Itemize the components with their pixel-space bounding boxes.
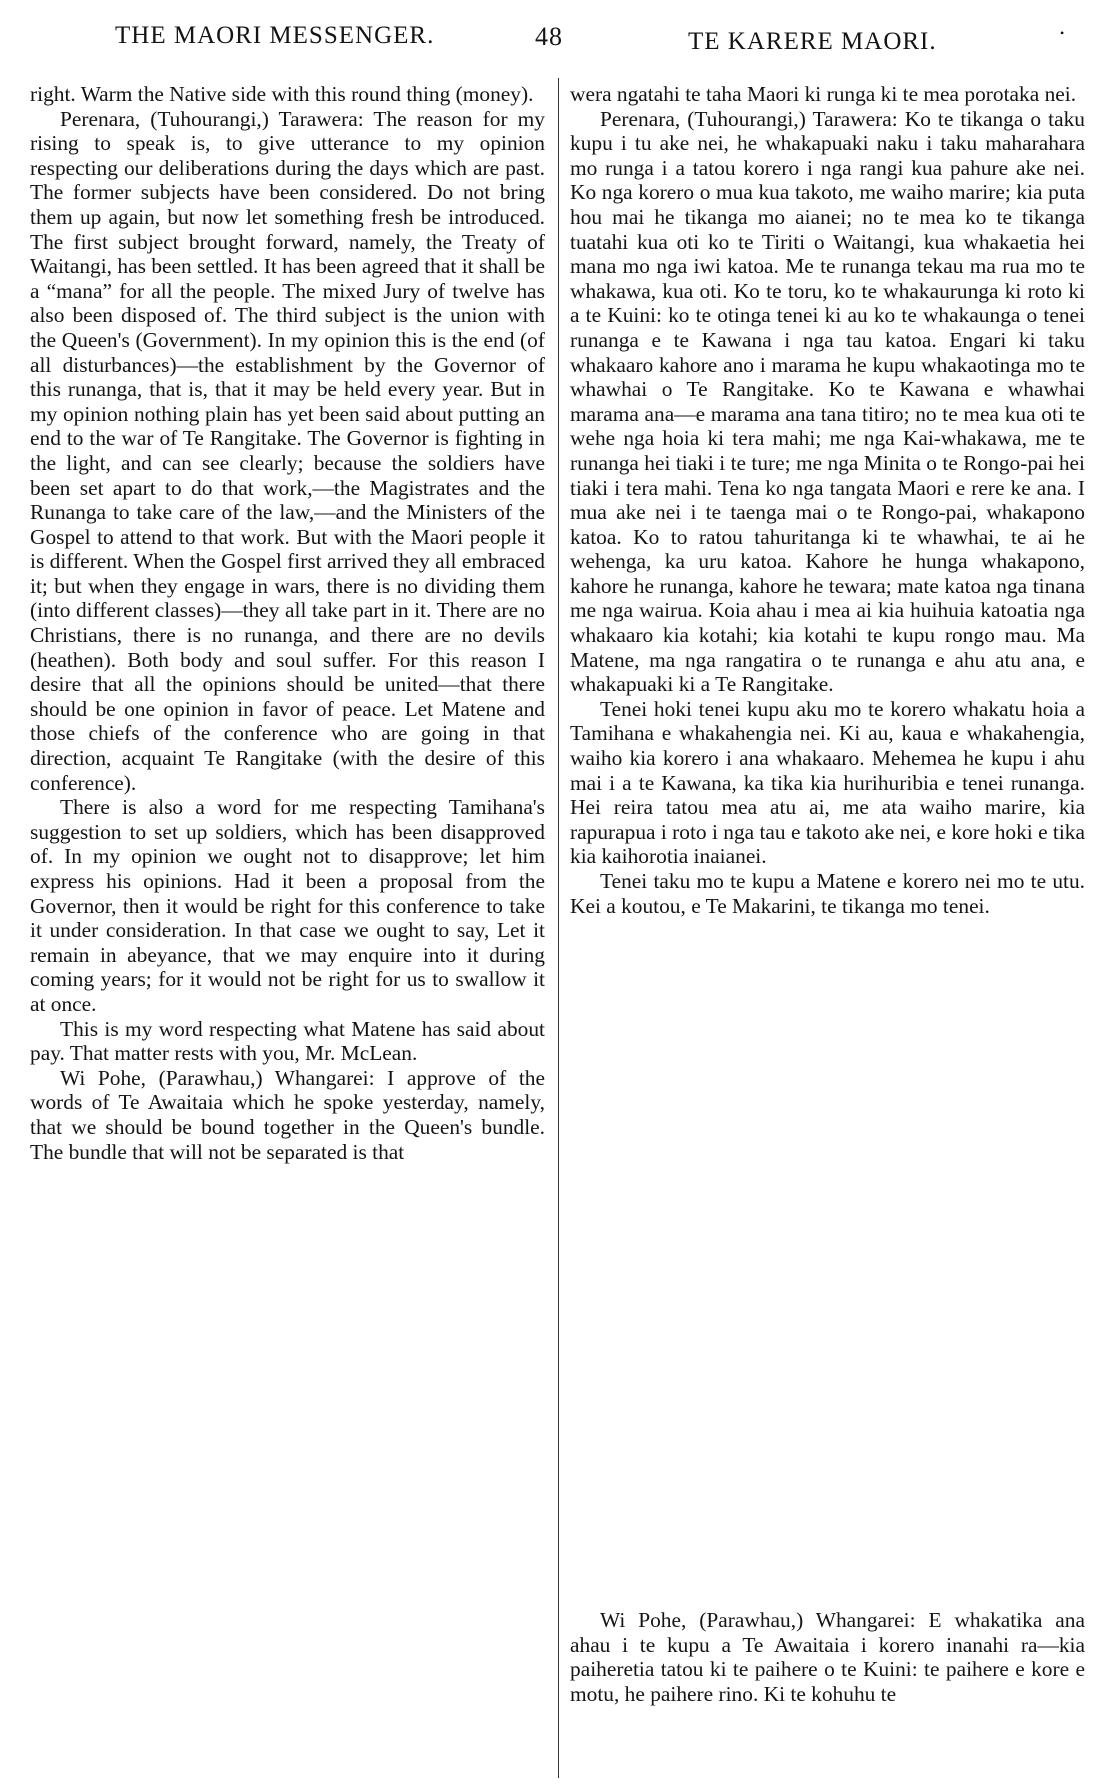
english-masthead: THE MAORI MESSENGER. <box>115 22 435 49</box>
maori-column <box>570 82 1085 1706</box>
maori-paragraph: Tenei taku mo te kupu a Matene e korero nei mo te utu. Kei a koutou, e Te Makarini, te tikanga mo tenei. <box>570 869 1085 918</box>
maori-masthead: TE KARERE MAORI. <box>688 28 937 55</box>
corner-mark: • <box>1060 26 1066 40</box>
maori-paragraph: wera ngatahi te taha Maori ki runga ki te mea porotaka nei. <box>570 82 1077 106</box>
english-paragraph: Perenara, (Tuhourangi,) Tarawera: The reason for my rising to speak is, to give utterance to my opinion respecting our deliberations during the days which are past. The former subjects have been considered. Do not bring them up again, but now let something fresh be introduced. The first subject brought forward, namely, the Treaty of Waitangi, has been settled. It has been agreed that it shall be a “mana” for all the people. The mixed Jury of twelve has also been disposed of. The third subject is the union with the Queen's (Government). In my opinion this is the end (of all disturbances)—the establishment by the Governor of this runanga, that is, that it may be held every year. But in my opinion nothing plain has yet been said about putting an end to the war of Te Rangitake. The Governor is fighting in the light, and can see clearly; because the soldiers have been set apart to do that work,—the Magistrates and the Runanga to take care of the law,—and the Ministers of the Gospel to attend to that work. But with the Maori people it is different. When the Gospel first arrived they all embraced it; but when they engage in wars, there is no dividing them (into different classes)—they all take part in it. There are no Christians, there is no runanga, and there are no devils (heathen). Both body and soul suffer. For this reason I desire that all the opinions should be united—that there should be one opinion in favor of peace. Let Matene and those chiefs of the conference who are going in that direction, acquaint Te Rangitake (with the desire of this conference). <box>30 106 545 795</box>
english-column <box>30 82 545 1164</box>
maori-paragraph: Perenara, (Tuhourangi,) Tarawera: Ko te tikanga o taku kupu i tu ake nei, he whakapuaki naku i taku maharahara mo runga i a tatou korero i nga rangi kua pahure ake nei. Ko nga korero o mua kua takoto, me waiho marire; kia puta hou mai he tikanga mo aianei; no te mea ko te tikanga tuatahi kua oti ko te Tiriti o Waitangi, kua whakaetia hei mana mo nga iwi katoa. Me te runanga tekau ma rua mo te whakawa, kua oti. Ko te toru, ko te whakaurunga ki roto ki a te Kuini: ko te otinga tenei ki au ko te whakaunga o tenei runanga e te Kawana i nga tau katoa. Engari ki taku whakaaro kahore ano i marama he kupu whakaotinga mo te whawhai o Te Rangitake. Ko te Kawana e whawhai marama ana—e marama ana tana titiro; no te mea kua oti te wehe nga hoia ki tera mahi; me nga Kai-whakawa, me te runanga hei tiaki i te ture; me nga Minita o te Rongo-pai hei tiaki i tera mahi. Tena ko nga tangata Maori e rere ke ana. I mua ake nei i te taenga mai o te Rongo-pai, whakapono katoa. Ko to ratou tahuritanga ki te whawhai, te ai he wehenga, ka uru katoa. Kahore he hunga whakapono, kahore he runanga, kahore he tewara; mate katoa nga tinana me nga wairua. Koia ahau i mea ai kia huihuia katoatia nga whakaaro kia kotahi; kia kotahi te kupu rongo mau. Ma Matene, ma nga rangatira o te runanga e ahu atu ana, e whakapuaki ki a Te Rangitake. <box>570 106 1085 697</box>
page-header <box>0 22 1114 66</box>
english-paragraph: Wi Pohe, (Parawhau,) Whangarei: I approve of the words of Te Awaitaia which he spoke yesterday, namely, that we should be bound together in the Queen's bundle. The bundle that will not be separated is that <box>30 1065 545 1164</box>
english-paragraph: right. Warm the Native side with this round thing (money). <box>30 82 534 106</box>
maori-paragraph: Wi Pohe, (Parawhau,) Whangarei: E whakatika ana ahau i te kupu a Te Awaitaia i korero inanahi ra—kia paiheretia tatou ki te paihere o te Kuini: te paihere e kore e motu, he paihere rino. Ki te kohuhu te <box>570 1608 1085 1706</box>
column-divider <box>558 78 559 1778</box>
page-number: 48 <box>535 22 563 51</box>
maori-paragraph: Tenei hoki tenei kupu aku mo te korero whakatu hoia a Tamihana e whakahengia nei. Ki au, kaua e whakahengia, waiho kia korero i ana whakaaro. Mehemea he kupu i ahu mai i a te Kawana, ka tika kia hurihuribia e tenei runanga. Hei reira tatou mea atu ai, me ata waiho marire, kia rapurapua i roto i nga tau e takoto ake nei, e kore hoki e tika kia kaihorotia inaianei. <box>570 696 1085 869</box>
english-paragraph: This is my word respecting what Matene has said about pay. That matter rests with you, Mr. McLean. <box>30 1016 545 1066</box>
english-paragraph: There is also a word for me respecting Tamihana's suggestion to set up soldiers, which has been disapproved of. In my opinion we ought not to disapprove; let him express his opinions. Had it been a proposal from the Governor, then it would be right for this conference to take it under consideration. In that case we ought to say, Let it remain in abeyance, that we may enquire into it during coming years; for it would not be right for us to swallow it at once. <box>30 795 545 1016</box>
